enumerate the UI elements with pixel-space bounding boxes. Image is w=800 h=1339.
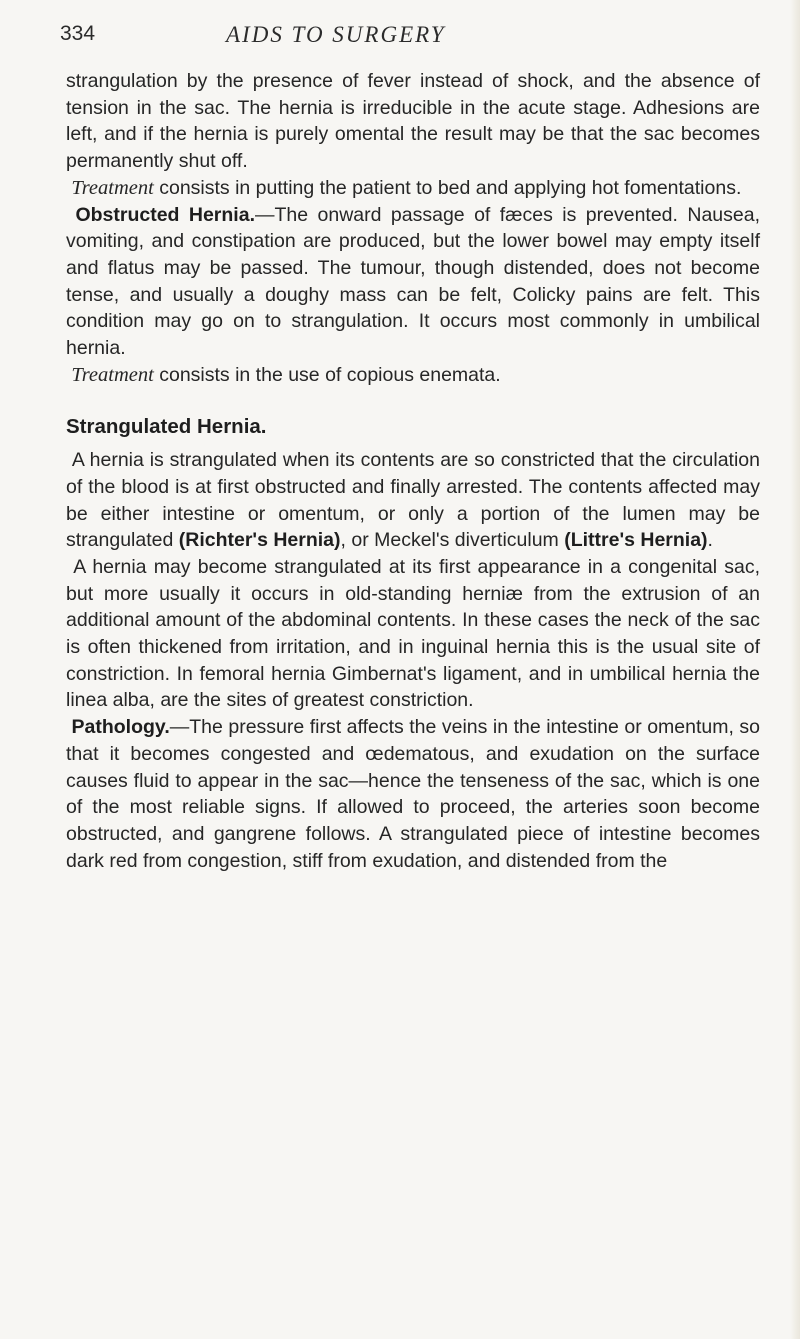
treatment-lead: Treatment <box>71 176 154 199</box>
paragraph-strangulation-signs <box>66 68 760 175</box>
paragraph-text: consists in the use of copious enemata. <box>153 363 501 386</box>
paragraph-text: —The onward passage of fæces is prevented. Nausea, vomiting, and constipation are produced, but the lower bowel may empty itself and flatus may be passed. The tumour, though distended, does not become tense, and usually a doughy mass can be felt, Colicky pains are felt. This condition may go on to strangulation. It occurs most commonly in umbilical hernia. <box>66 203 761 360</box>
paragraph-obstructed-hernia <box>66 202 760 362</box>
paragraph-text: strangulation by the presence of fever instead of shock, and the absence of tension in the sac. The hernia is irreducible in the acute stage. Adhesions are left, and if the hernia is purely omental the result may be that the sac becomes permanently shut off. <box>66 70 760 173</box>
littres-hernia-term: (Littre's Hernia) <box>564 529 708 552</box>
page-number: 334 <box>60 22 96 45</box>
subheading-obstructed-hernia: Obstructed Hernia. <box>75 203 255 226</box>
section-title: Strangulated Hernia. <box>66 415 267 439</box>
body-text <box>66 68 760 874</box>
page-header <box>60 22 760 62</box>
running-head: AIDS TO SURGERY <box>226 22 446 47</box>
paragraph-text: , or Meckel's diverticulum <box>340 529 565 552</box>
paragraph-strangulation-sites <box>66 554 760 714</box>
paragraph-text: A hernia is strangulated when its contents are so constricted that the circulation of the blood is at first obstructed and finally arrested. The contents affected may be either intestine or omentum, or only a portion of the lumen may be strangulated <box>66 449 760 552</box>
paragraph-strangulated-definition <box>66 447 760 554</box>
paragraph-treatment-2 <box>66 362 760 389</box>
page-edge-shadow <box>790 0 800 1339</box>
subheading-pathology: Pathology. <box>71 716 170 739</box>
richters-hernia-term: (Richter's Hernia) <box>178 529 341 552</box>
paragraph-text: . <box>707 529 713 552</box>
paragraph-text: A hernia may become strangulated at its first appearance in a congenital sac, but more usually it occurs in old-standing herniæ from the extrusion of an additional amount of the abdominal contents. In these cases the neck of the sac is often thickened from irritation, and in inguinal hernia this is the usual site of constriction. In femoral hernia Gimbernat's ligament, and in umbilical hernia the linea alba, are the sites of greatest constriction. <box>66 555 761 712</box>
treatment-lead: Treatment <box>71 363 154 386</box>
paragraph-pathology <box>66 714 760 874</box>
paragraph-text: —The pressure first affects the veins in the intestine or omentum, so that it becomes congested and œdematous, and exudation on the surface causes fluid to appear in the sac—hence the tenseness of the sac, which is one of the most reliable signs. If allowed to proceed, the arteries soon become obstructed, and gangrene follows. A strangulated piece of intestine becomes dark red from congestion, stiff from exudation, and distended from the <box>66 716 760 872</box>
paragraph-treatment-1 <box>66 175 760 202</box>
paragraph-text: consists in putting the patient to bed and applying hot fomentations. <box>153 176 742 199</box>
